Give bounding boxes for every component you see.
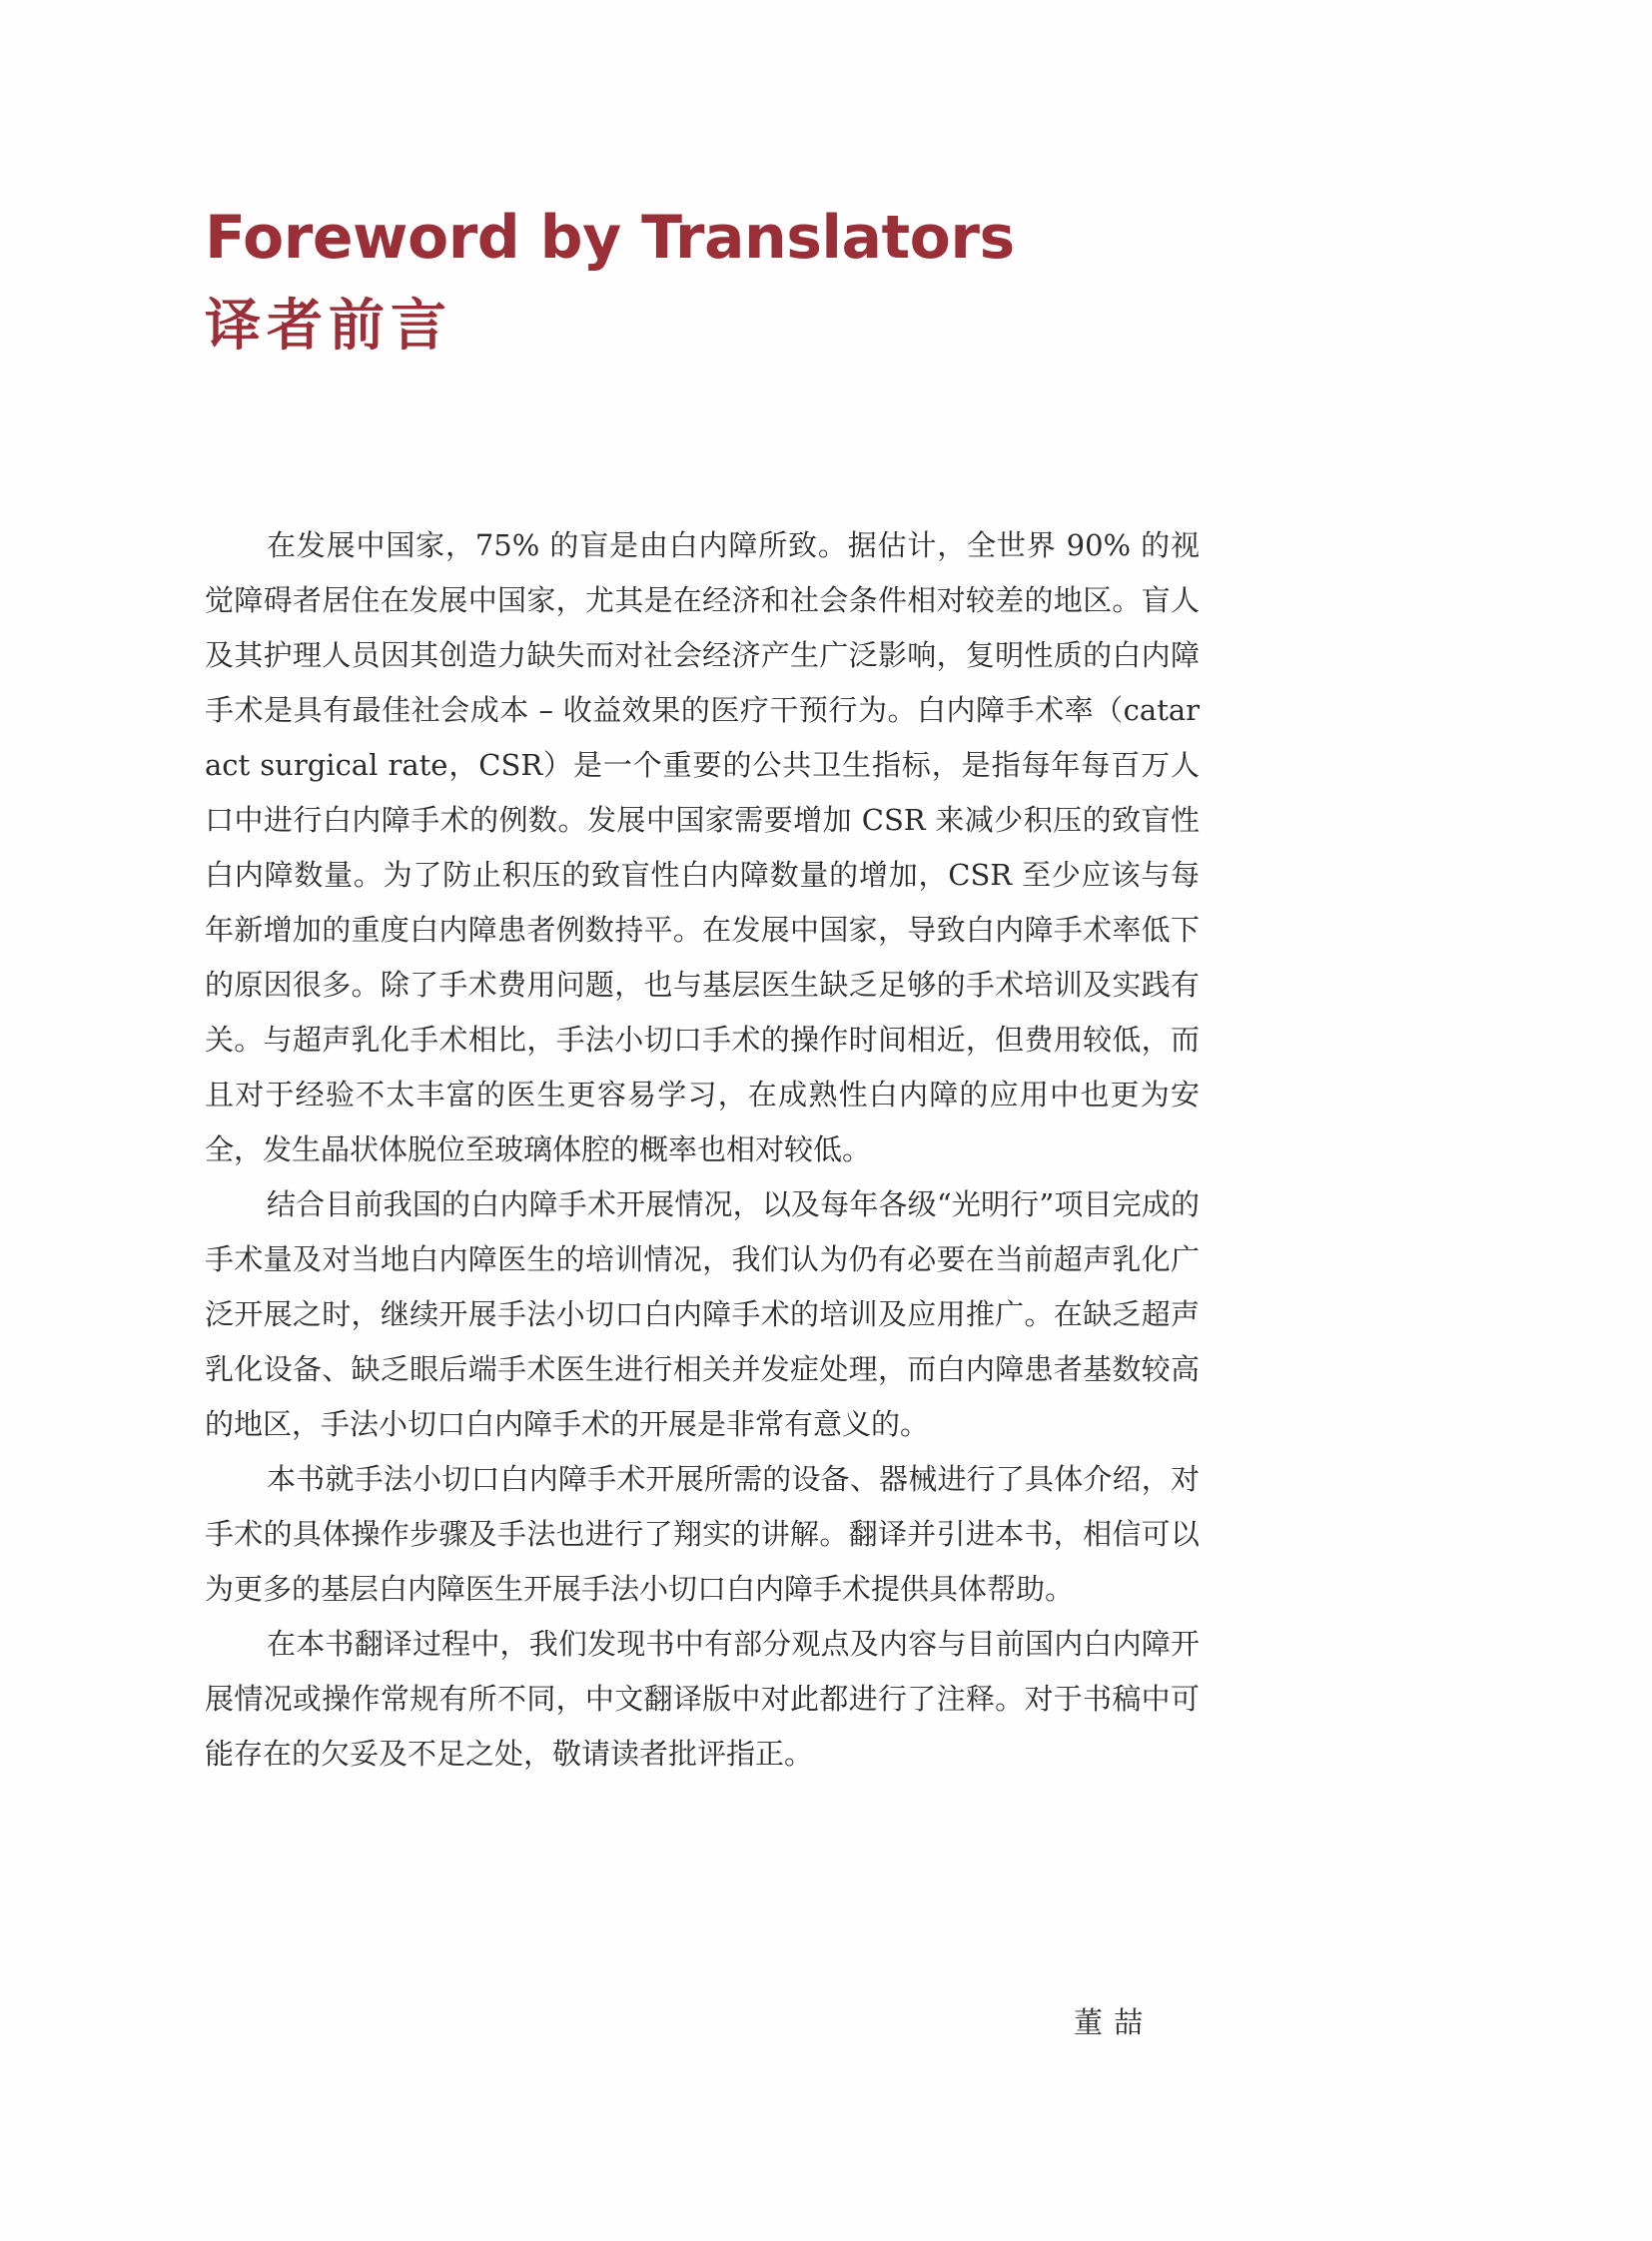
paragraph-1: 在发展中国家，75% 的盲是由白内障所致。据估计，全世界 90% 的视觉障碍者居住在发展中国家，尤其是在经济和社会条件相对较差的地区。盲人及其护理人员因其创造力缺失而对社会经济产生广泛影响，复明性质的白内障手术是具有最佳社会成本 – 收益效果的医疗干预行为。白内障手术率（cataract surgical rate，CSR）是一个重要的公共卫生指标，是指每年每百万人口中进行白内障手术的例数。发展中国家需要增加 CSR 来减少积压的致盲性白内障数量。为了防止积压的致盲性白内障数量的增加，CSR 至少应该与每年新增加的重度白内障患者例数持平。在发展中国家，导致白内障手术率低下的原因很多。除了手术费用问题，也与基层医生缺乏足够的手术培训及实践有关。与超声乳化手术相比，手法小切口手术的操作时间相近，但费用较低，而且对于经验不太丰富的医生更容易学习，在成熟性白内障的应用中也更为安全，发生晶状体脱位至玻璃体腔的概率也相对较低。 xyxy=(205,528,1200,1166)
paragraph-2: 结合目前我国的白内障手术开展情况，以及每年各级“光明行”项目完成的手术量及对当地白内障医生的培训情况，我们认为仍有必要在当前超声乳化广泛开展之时，继续开展手法小切口白内障手术的培训及应用推广。在缺乏超声乳化设备、缺乏眼后端手术医生进行相关并发症处理，而白内障患者基数较高的地区，手法小切口白内障手术的开展是非常有意义的。 xyxy=(205,1187,1200,1441)
paragraph-4: 在本书翻译过程中，我们发现书中有部分观点及内容与目前国内白内障开展情况或操作常规有所不同，中文翻译版中对此都进行了注释。对于书稿中可能存在的欠妥及不足之处，敬请读者批评指正。 xyxy=(205,1627,1200,1771)
translator-signature: 董 喆 xyxy=(1074,2005,1145,2039)
title-chinese: 译者前言 xyxy=(205,293,452,359)
paragraph-3: 本书就手法小切口白内障手术开展所需的设备、器械进行了具体介绍，对手术的具体操作步骤及手法也进行了翔实的讲解。翻译并引进本书，相信可以为更多的基层白内障医生开展手法小切口白内障手术提供具体帮助。 xyxy=(205,1462,1200,1606)
title-english: Foreword by Translators xyxy=(205,203,1015,273)
foreword-body xyxy=(205,518,1200,1782)
